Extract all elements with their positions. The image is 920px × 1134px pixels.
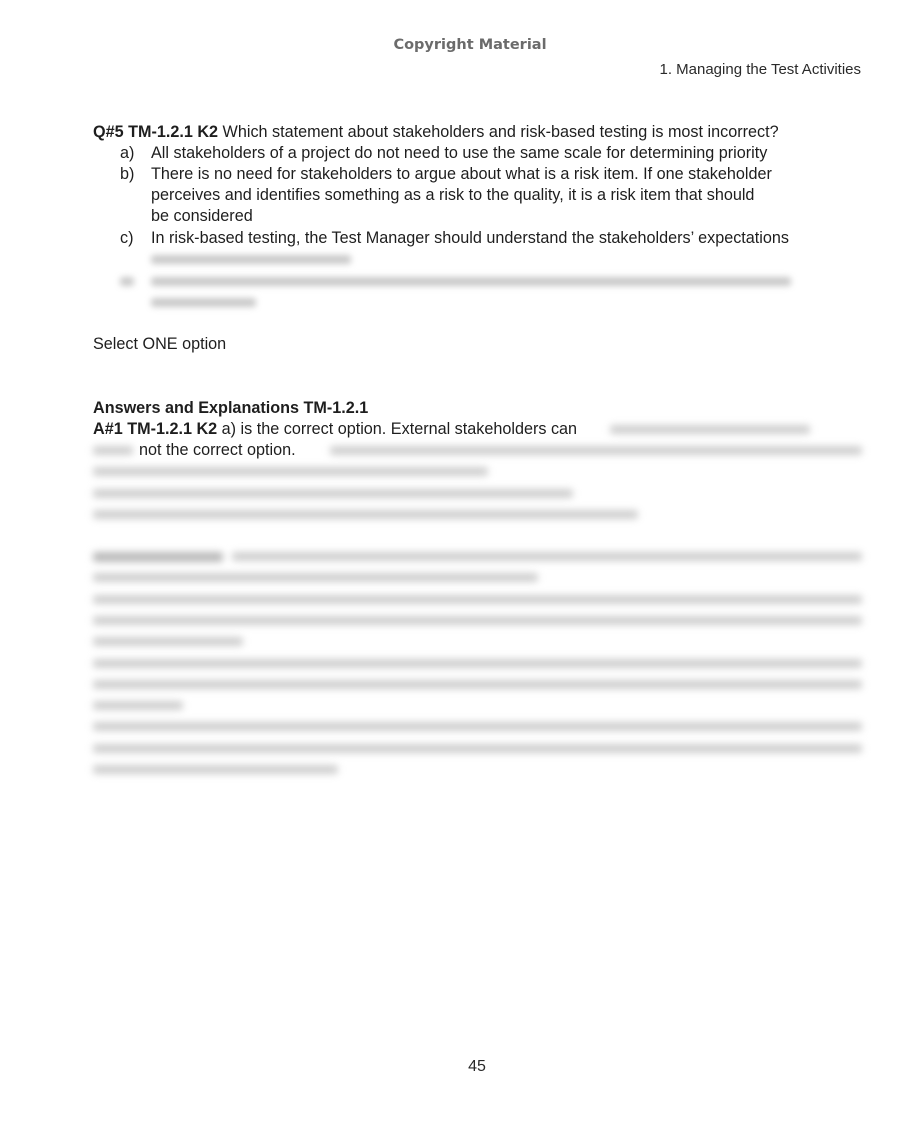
question-text: Which statement about stakeholders and risk-based testing is most incorrect? [218,123,779,141]
copyright-notice: Copyright Material [393,37,547,53]
answer-1-line2: not the correct option. [139,441,296,459]
option-text: All stakeholders of a project do not need to use the same scale for determining priority [151,144,768,162]
answer-1 [93,419,577,440]
question-stem [93,122,779,143]
question-id: Q#5 TM-1.2.1 K2 [93,123,219,141]
option-text: In risk-based testing, the Test Manager should understand the stakeholders’ expectations [151,229,789,247]
running-head: 1. Managing the Test Activities [659,61,861,78]
option-letter: c) [120,229,134,247]
page-number: 45 [468,1058,486,1075]
option-b [0,164,920,227]
select-instruction: Select ONE option [93,335,227,353]
answer-id: A#1 TM-1.2.1 K2 [93,420,218,438]
option-text: be considered [151,207,253,225]
option-c [0,228,920,249]
option-text: There is no need for stakeholders to argue about what is a risk item. If one stakeholder [151,165,772,183]
answers-heading: Answers and Explanations TM-1.2.1 [93,399,369,417]
answer-text: a) is the correct option. External stakeholders can [217,420,578,438]
option-letter: b) [120,165,135,183]
option-a [0,143,920,164]
option-letter: a) [120,144,135,162]
option-text: perceives and identifies something as a risk to the quality, it is a risk item that should [151,186,755,204]
